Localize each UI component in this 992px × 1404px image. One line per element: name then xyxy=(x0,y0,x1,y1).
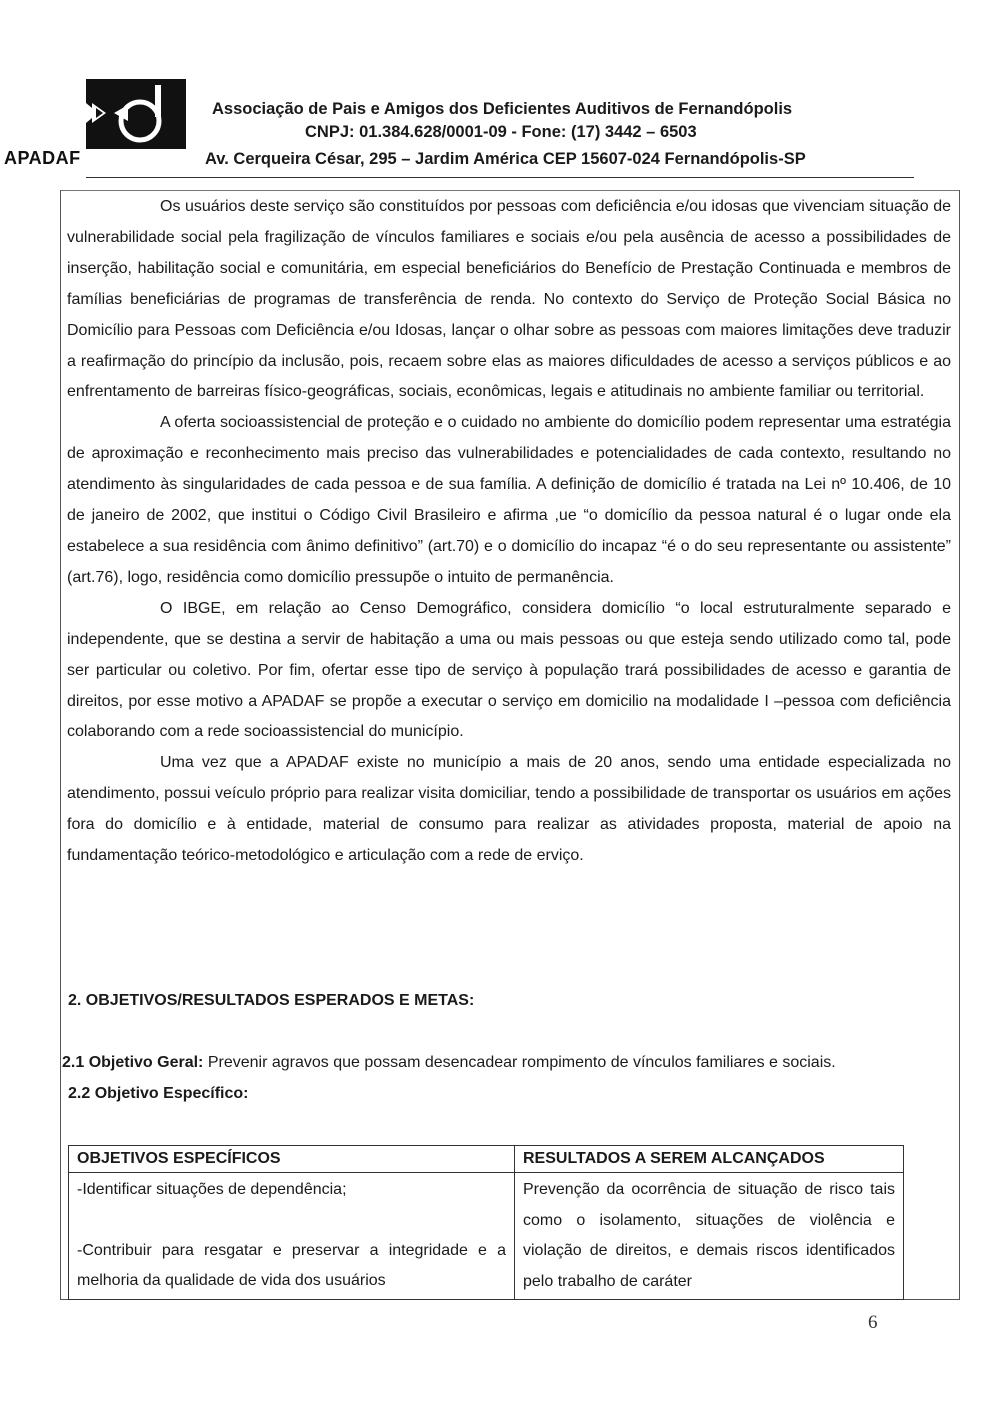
org-address: Av. Cerqueira César, 295 – Jardim América CEP 15607-024 Fernandópolis-SP xyxy=(205,150,806,168)
org-cnpj-phone: CNPJ: 01.384.628/0001-09 - Fone: (17) 3442 – 6503 xyxy=(305,123,697,141)
logo-mark-icon xyxy=(84,77,188,151)
org-name: Associação de Pais e Amigos dos Deficientes Auditivos de Fernandópolis xyxy=(212,100,793,118)
table-row xyxy=(69,1173,904,1300)
table-header-row xyxy=(69,1146,904,1173)
table-cell-objetivos xyxy=(69,1173,515,1300)
table-header-cell: RESULTADOS A SEREM ALCANÇADOS xyxy=(515,1146,904,1173)
objetivo-geral-text: Prevenir agravos que possam desencadear rompimento de vínculos familiares e sociais. xyxy=(203,1054,836,1071)
list-item: -Identificar situações de dependência; xyxy=(77,1181,347,1198)
objectives-table xyxy=(68,1145,904,1300)
paragraph-usuarios: Os usuários deste serviço são constituídos por pessoas com deficiência e/ou idosas que vivenciam situação de vulnerabilidade social pela fragilização de vínculos familiares e sociais e/ou pela ausência de acesso a possibilidades de inserção, habilitação social e comunitária, em especial beneficiários do Benefício de Prestação Continuada e membros de famílias beneficiárias de programas de transferência de renda. No contexto do Serviço de Proteção Social Básica no Domicílio para Pessoas com Deficiência e/ou Idosas, lançar o olhar sobre as pessoas com maiores limitações deve traduzir a reafirmação do princípio da inclusão, pois, recaem sobre elas as maiores dificuldades de acesso a serviços públicos e ao enfrentamento de barreiras físico-geográficas, sociais, econômicas, legais e atitudinais no ambiente familiar ou territorial. xyxy=(67,198,951,401)
section-title: 2. OBJETIVOS/RESULTADOS ESPERADOS E METAS: xyxy=(68,992,475,1009)
page-number: 6 xyxy=(868,1312,878,1333)
table-cell-resultados: Prevenção da ocorrência de situação de risco tais como o isolamento, situações de violência e violação de direitos, e demais riscos identificados pelo trabalho de caráter xyxy=(515,1173,904,1300)
frame-right-border xyxy=(959,190,960,1300)
paragraph-ibge: O IBGE, em relação ao Censo Demográfico, considera domicílio “o local estruturalmente separado e independente, que se destina a servir de habitação a uma ou mais pessoas ou que esteja sendo utilizado como tal, pode ser particular ou coletivo. Por fim, ofertar esse tipo de serviço à população trará possibilidades de acesso e garantia de direitos, por esse motivo a APADAF se propõe a executar o serviço em domicilio na modalidade I –pessoa com deficiência colaborando com a rede socioassistencial do município. xyxy=(67,599,951,741)
header-divider xyxy=(86,177,914,178)
body-text xyxy=(67,192,951,872)
apadaf-logo xyxy=(84,77,188,151)
paragraph-oferta: A oferta socioassistencial de proteção e o cuidado no ambiente do domicílio podem representar uma estratégia de aproximação e reconhecimento mais preciso das vulnerabilidades e potencialidades de cada contexto, resultando no atendimento às singularidades de cada pessoa e de sua família. A definição de domicílio é tratada na Lei nº 10.406, de 10 de janeiro de 2002, que institui o Código Civil Brasileiro e afirma ,ue “o domicílio da pessoa natural é o lugar onde ela estabelece a sua residência com ânimo definitivo” (art.70) e o domicílio do incapaz “é o do seu representante ou assistente” (art.76), logo, residência como domicílio pressupõe o intuito de permanência. xyxy=(67,414,951,586)
logo-wordmark: APADAF xyxy=(4,148,81,168)
frame-top-border xyxy=(60,190,960,191)
table-header-cell: OBJETIVOS ESPECÍFICOS xyxy=(69,1146,515,1173)
frame-left-border xyxy=(60,190,61,1300)
paragraph-apadaf: Uma vez que a APADAF existe no município a mais de 20 anos, sendo uma entidade especializada no atendimento, possui veículo próprio para realizar visita domiciliar, tendo a possibilidade de transportar os usuários em ações fora do domicílio e à entidade, material de consumo para realizar as atividades proposta, material de apoio na fundamentação teórico-metodológico e articulação com a rede de erviço. xyxy=(67,754,951,865)
objetivo-geral xyxy=(62,1054,836,1072)
objetivo-especifico-label: 2.2 Objetivo Específico: xyxy=(68,1085,249,1102)
objetivo-geral-label: 2.1 Objetivo Geral: xyxy=(62,1054,204,1071)
list-item: -Contribuir para resgatar e preservar a integridade e a melhoria da qualidade de vida dos usuários xyxy=(77,1241,506,1290)
